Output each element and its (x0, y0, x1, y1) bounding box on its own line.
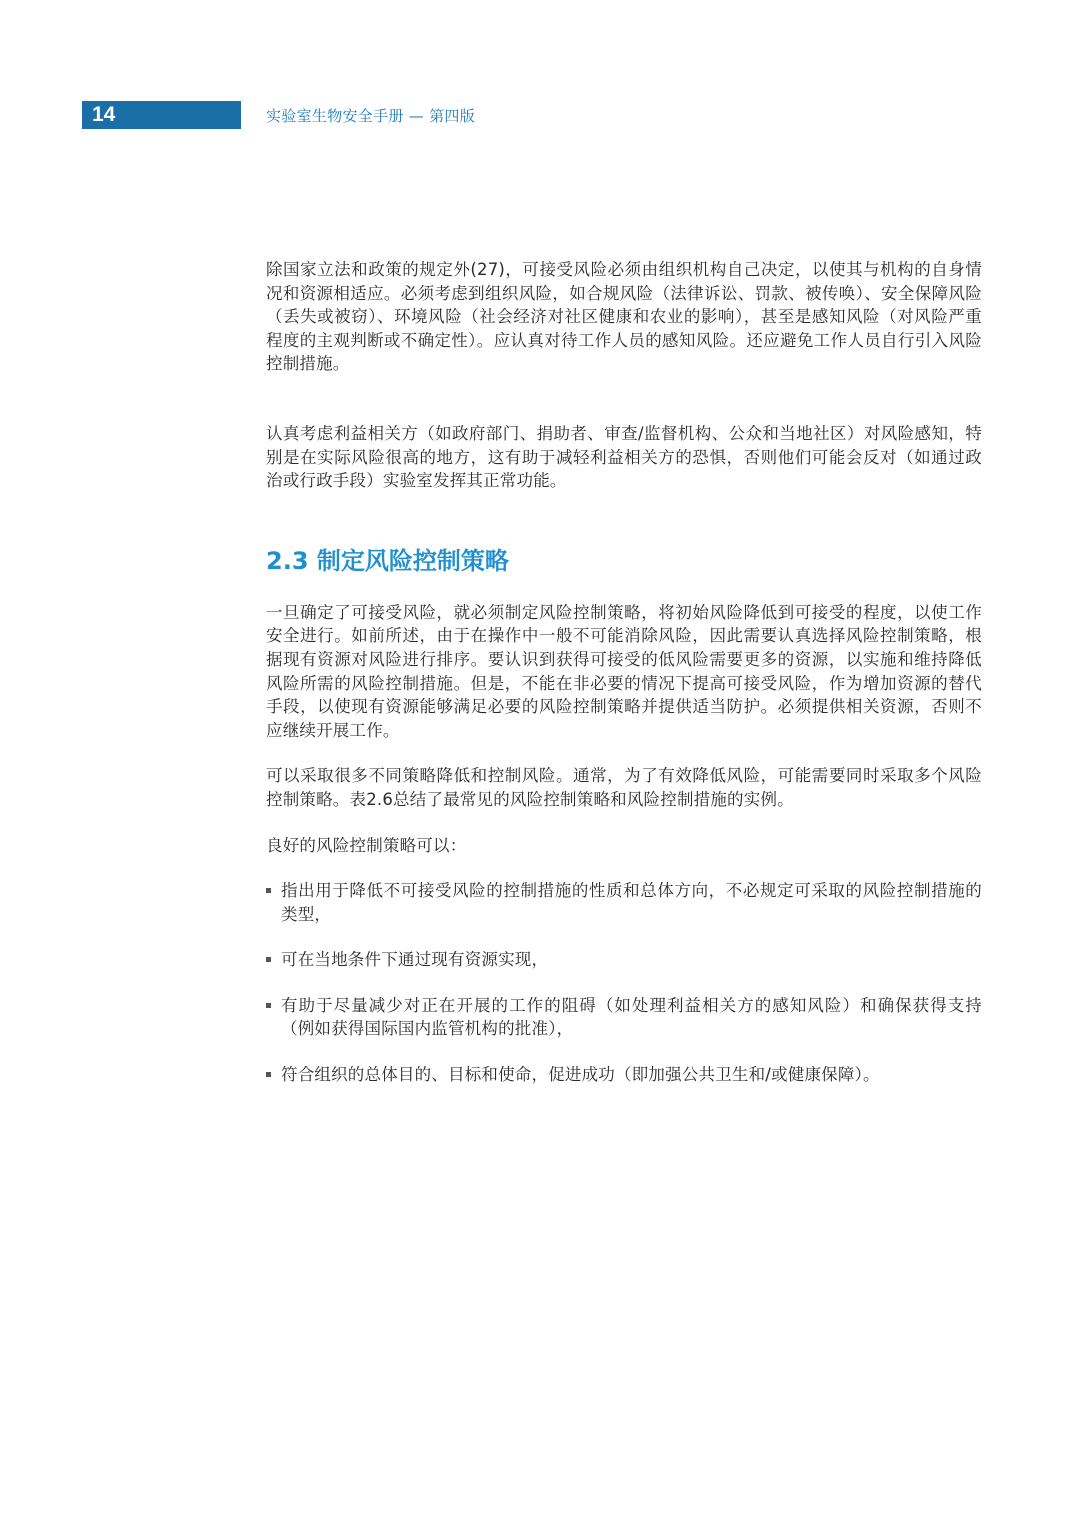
paragraph-good-strategy-intro: 良好的风险控制策略可以： (266, 835, 467, 855)
list-item-text: 指出用于降低不可接受风险的控制措施的性质和总体方向，不必规定可采取的风险控制措施的类型， (281, 881, 982, 924)
list-item (266, 1063, 982, 1087)
list-item (266, 994, 982, 1041)
list-item (266, 948, 982, 972)
square-bullet-icon (266, 957, 271, 962)
page-number: 14 (82, 101, 241, 129)
strategy-criteria-list (266, 879, 982, 1087)
square-bullet-icon (266, 888, 271, 893)
page-header (82, 101, 475, 129)
list-item-text: 可在当地条件下通过现有资源实现， (281, 950, 549, 970)
paragraph-stakeholders: 认真考虑利益相关方（如政府部门、捐助者、审查/监督机构、公众和当地社区）对风险感知，特别是在实际风险很高的地方，这有助于减轻利益相关方的恐惧，否则他们可能会反对（如通过政治或行政手段）实验室发挥其正常功能。 (266, 423, 982, 491)
section-heading: 2.3 制定风险控制策略 (266, 546, 509, 575)
list-item-text: 有助于尽量减少对正在开展的工作的阻碍（如处理利益相关方的感知风险）和确保获得支持（例如获得国际国内监管机构的批准）， (281, 995, 982, 1039)
page-content (266, 258, 982, 1109)
paragraph-control-strategy: 一旦确定了可接受风险，就必须制定风险控制策略，将初始风险降低到可接受的程度，以使工作安全进行。如前所述，由于在操作中一般不可能消除风险，因此需要认真选择风险控制策略，根据现有资源对风险进行排序。要认识到获得可接受的低风险需要更多的资源，以实施和维持降低风险所需的风险控制措施。但是，不能在非必要的情况下提高可接受风险，作为增加资源的替代手段，以使现有资源能够满足必要的风险控制策略并提供适当防护。必须提供相关资源，否则不应继续开展工作。 (266, 602, 982, 740)
paragraph-acceptable-risk: 除国家立法和政策的规定外(27)，可接受风险必须由组织机构自己决定，以使其与机构的自身情况和资源相适应。必须考虑到组织风险，如合规风险（法律诉讼、罚款、被传唤）、安全保障风险（丢失或被窃）、环境风险（社会经济对社区健康和农业的影响），甚至是感知风险（对风险严重程度的主观判断或不确定性）。应认真对待工作人员的感知风险。还应避免工作人员自行引入风险控制措施。 (266, 260, 982, 374)
paragraph-multiple-strategies: 可以采取很多不同策略降低和控制风险。通常，为了有效降低风险，可能需要同时采取多个风险控制策略。表2.6总结了最常见的风险控制策略和风险控制措施的实例。 (266, 766, 982, 809)
book-title: 实验室生物安全手册 — 第四版 (266, 106, 476, 125)
list-item-text: 符合组织的总体目的、目标和使命，促进成功（即加强公共卫生和/或健康保障）。 (281, 1065, 880, 1085)
square-bullet-icon (266, 1072, 271, 1077)
square-bullet-icon (266, 1003, 271, 1008)
list-item (266, 879, 982, 926)
